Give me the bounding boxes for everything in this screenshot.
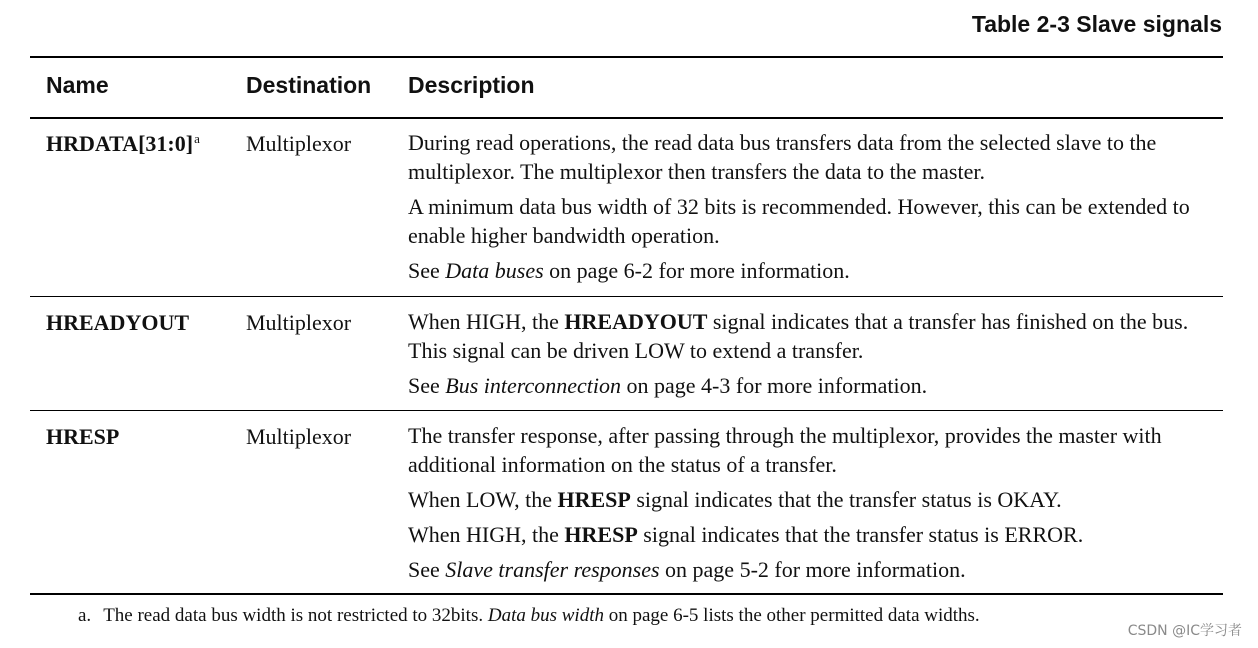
cross-reference-link[interactable]: Slave transfer responses: [445, 557, 660, 582]
text: See: [408, 557, 446, 582]
signal-ref: HRESP: [564, 522, 638, 547]
cross-reference-link[interactable]: Data buses: [445, 258, 544, 283]
header-destination: Destination: [246, 72, 372, 98]
description-paragraph: The transfer response, after passing through the multiplexor, provides the master with additional information on the status of a transfer.: [408, 423, 1162, 477]
description-hreadyout: [408, 307, 1208, 406]
footnote-ref-link[interactable]: a: [194, 131, 200, 146]
top-rule: [30, 56, 1223, 58]
destination-hresp: Multiplexor: [246, 424, 352, 449]
text: on page 6-5 lists the other permitted data widths.: [603, 605, 980, 626]
destination-hreadyout: Multiplexor: [246, 310, 352, 335]
text: When HIGH, the: [408, 522, 565, 547]
description-paragraph: During read operations, the read data bus transfers data from the selected slave to the multiplexor. The multiplexor then transfers the data to the master.: [408, 130, 1157, 184]
table-caption: Table 2-3 Slave signals: [971, 11, 1222, 37]
description-paragraph: [408, 555, 1208, 584]
description-hrdata: [408, 128, 1208, 291]
description-paragraph: A minimum data bus width of 32 bits is recommended. However, this can be extended to enable higher bandwidth operation.: [408, 194, 1190, 248]
destination-hrdata: Multiplexor: [246, 131, 352, 156]
footnote-mark: a.: [78, 605, 92, 626]
description-paragraph: [408, 485, 1208, 514]
cross-reference-link[interactable]: Data bus width: [487, 605, 604, 626]
cross-reference-link[interactable]: Bus interconnection: [445, 373, 622, 398]
description-paragraph: [408, 256, 1208, 285]
text: When LOW, the: [408, 487, 558, 512]
text: on page 5-2 for more information.: [659, 557, 966, 582]
description-paragraph: [408, 371, 1208, 400]
text: The read data bus width is not restricted to 32bits.: [103, 605, 488, 626]
signal-name-hrdata: [46, 131, 200, 157]
description-paragraph: [408, 520, 1208, 549]
signal-name-hresp: HRESP: [46, 424, 120, 449]
text: signal indicates that a transfer has finished on the bus. This signal can be driven LOW to extend a transfer.: [408, 309, 1189, 363]
signal-ref: HRESP: [557, 487, 631, 512]
footnote: [78, 605, 980, 627]
text: When HIGH, the: [408, 309, 565, 334]
row-divider: [30, 410, 1223, 411]
watermark: CSDN @IC学习者: [1127, 623, 1242, 639]
text: signal indicates that the transfer status is ERROR.: [637, 522, 1084, 547]
text: See: [408, 373, 446, 398]
text: See: [408, 258, 446, 283]
row-divider: [30, 296, 1223, 297]
signal-name-text: HRDATA[31:0]: [46, 131, 194, 156]
text: on page 4-3 for more information.: [621, 373, 928, 398]
header-description: Description: [408, 72, 535, 98]
description-paragraph: [408, 307, 1208, 365]
signal-ref: HREADYOUT: [564, 309, 708, 334]
header-rule: [30, 117, 1223, 119]
text: on page 6-2 for more information.: [543, 258, 850, 283]
signal-name-hreadyout: HREADYOUT: [46, 310, 190, 335]
description-hresp: [408, 421, 1208, 590]
bottom-rule: [30, 593, 1223, 595]
text: signal indicates that the transfer status is OKAY.: [630, 487, 1062, 512]
header-name: Name: [46, 72, 109, 98]
